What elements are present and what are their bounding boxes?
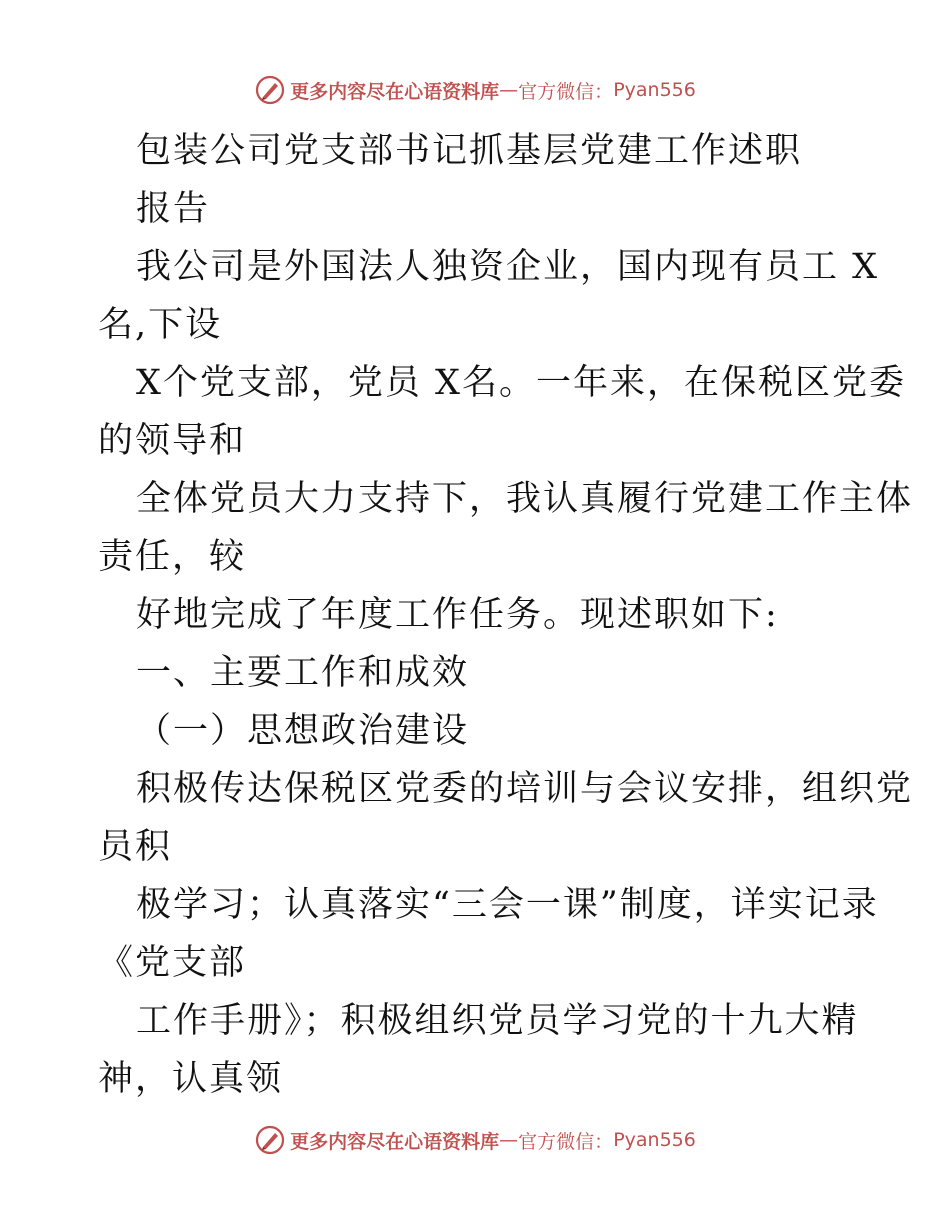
watermark-main-text: 更多内容尽在心语资料库	[290, 80, 500, 103]
watermark-separator: —	[499, 1129, 519, 1151]
paragraph-line: 我公司是外国法人独资企业，国内现有员工 X	[136, 247, 880, 287]
watermark-wechat-id: Pyan556	[613, 79, 696, 101]
paragraph-line: 工作手册》；积极组织党员学习党的十九大精	[136, 1001, 859, 1041]
paragraph-line: 《党支部	[98, 943, 247, 983]
subsection-heading: （一）思想政治建设	[136, 711, 470, 751]
paragraph-line: 责任，较	[98, 537, 247, 577]
paragraph-line: 员积	[98, 827, 173, 867]
header-watermark	[0, 70, 950, 110]
watermark-separator: —	[499, 79, 519, 101]
pen-logo-icon	[254, 1124, 286, 1156]
section-heading: 一、主要工作和成效	[136, 653, 470, 693]
document-body	[98, 122, 914, 1108]
pen-logo-icon	[254, 74, 286, 106]
paragraph-line: X个党支部，党员 X名。一年来，在保税区党委	[136, 363, 906, 403]
paragraph-line: 极学习；认真落实“三会一课”制度，详实记录	[136, 885, 879, 925]
paragraph-line: 好地完成了年度工作任务。现述职如下:	[136, 595, 779, 635]
paragraph-line: 积极传达保税区党委的培训与会议安排，组织党	[136, 769, 914, 809]
watermark-wechat-id: Pyan556	[613, 1129, 696, 1151]
footer-watermark	[0, 1120, 950, 1160]
watermark-wechat-label: 官方微信：	[518, 1130, 614, 1153]
watermark-main-text: 更多内容尽在心语资料库	[290, 1130, 500, 1153]
watermark-wechat-label: 官方微信：	[518, 80, 614, 103]
paragraph-line: 的领导和	[98, 421, 247, 461]
paragraph-line: 神，认真领	[98, 1059, 284, 1099]
paragraph-line: 全体党员大力支持下，我认真履行党建工作主体	[136, 479, 914, 519]
document-title-line-2: 报告	[136, 189, 211, 229]
paragraph-line: 名,下设	[98, 305, 223, 345]
document-title-line-1: 包装公司党支部书记抓基层党建工作述职	[136, 131, 803, 171]
